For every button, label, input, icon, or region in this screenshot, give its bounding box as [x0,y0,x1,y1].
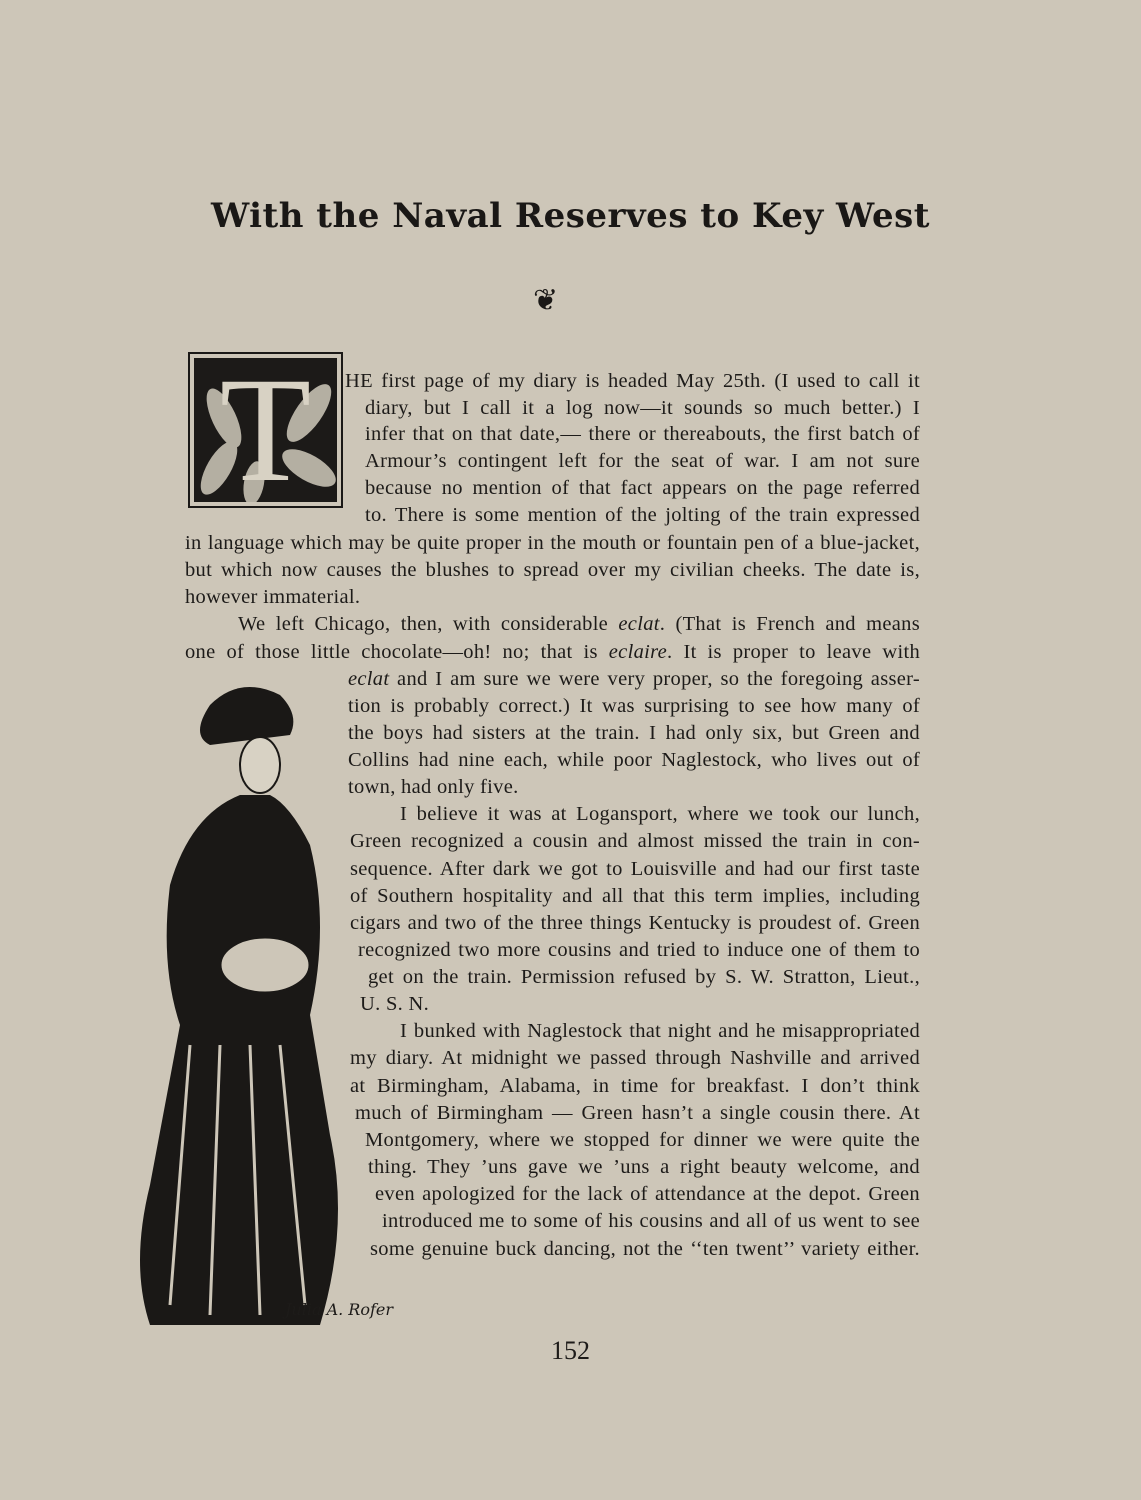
text-segment: my diary. At midnight we passed through Nashville and arrived [350,1047,920,1069]
text-line [350,1046,920,1070]
text-segment: HE first page of my diary is headed May 25th. (I used to call it [345,370,920,392]
text-line [365,1128,920,1152]
text-segment: much of Birmingham — Green hasn’t a single cousin there. At [355,1102,920,1124]
text-line [400,1019,920,1043]
text-segment: Collins had nine each, while poor Naglestock, who lives out of [348,749,920,771]
text-line [348,667,920,691]
text-segment: introduced me to some of his cousins and all of us went to see [382,1210,920,1232]
text-segment: and I am sure we were very proper, so the foregoing asser- [389,668,920,690]
text-line [348,748,920,772]
text-segment: We left Chicago, then, with considerable [238,613,619,635]
page-number: 152 [551,1336,590,1365]
text-segment: the boys had sisters at the train. I had only six, but Green and [348,722,920,744]
italic-term: eclaire [608,641,668,663]
text-line [185,558,920,582]
text-segment: thing. They ’uns gave we ’uns a right beauty welcome, and [368,1156,920,1178]
text-line [348,721,920,745]
text-segment: I believe it was at Logansport, where we took our lunch, [400,803,920,825]
text-line [185,585,360,609]
text-line [370,1237,920,1261]
text-line [360,992,429,1016]
text-line [185,531,920,555]
text-segment: sequence. After dark we got to Louisville and had our first taste [350,858,920,880]
text-segment: diary, but I call it a log now—it sounds so much better.) I [365,397,920,419]
text-line [365,449,920,473]
text-line [350,1074,920,1098]
text-line [355,1101,920,1125]
woman-illustration [90,665,360,1345]
text-segment: to. There is some mention of the jolting of the train expressed [365,504,920,526]
italic-term: eclat [348,668,390,690]
text-line [185,640,920,664]
text-segment: in language which may be quite proper in the mouth or fountain pen of a blue-jacket, [185,532,920,554]
text-line [365,476,920,500]
text-segment: at Birmingham, Alabama, in time for breakfast. I don’t think [350,1075,920,1097]
text-segment: Green recognized a cousin and almost missed the train in con- [350,830,920,852]
text-segment: recognized two more cousins and tried to induce one of them to [358,939,920,961]
text-segment: I bunked with Naglestock that night and he misappropriated [400,1020,920,1042]
text-line [358,938,920,962]
text-segment: tion is probably correct.) It was surprising to see how many of [348,695,920,717]
drop-cap-letter: T [219,358,312,502]
text-segment: one of those little chocolate—oh! no; that is [185,641,609,663]
text-segment: town, had only five. [348,776,519,798]
text-segment: Montgomery, where we stopped for dinner we were quite the [365,1129,920,1151]
text-segment: some genuine buck dancing, not the ‘‘ten twent’’ variety either. [370,1238,920,1260]
text-line [382,1209,920,1233]
fleuron-ornament-icon: ❦ [533,284,559,317]
text-segment: . (That is French and means [659,613,921,635]
page-title: With the Naval Reserves to Key West [211,196,930,236]
text-line [365,503,920,527]
text-segment: cigars and two of the three things Kentucky is proudest of. Green [350,912,920,934]
text-segment: infer that on that date,— there or thereabouts, the first batch of [365,423,920,445]
drop-cap-initial [188,352,343,508]
text-line [375,1182,920,1206]
text-line [348,694,920,718]
text-segment: . It is proper to leave with [667,641,921,663]
text-segment: U. S. N. [360,993,430,1015]
text-line [350,884,920,908]
italic-term: eclat [618,613,660,635]
text-line [400,802,920,826]
text-line [345,369,920,393]
text-line [368,1155,920,1179]
text-line [348,775,519,799]
text-segment: even apologized for the lack of attendance at the depot. Green [375,1183,920,1205]
text-line [365,396,920,420]
text-segment: because no mention of that fact appears on the page referred [365,477,920,499]
text-line [350,857,920,881]
text-line [365,422,920,446]
text-segment: but which now causes the blushes to spread over my civilian cheeks. The date is, [185,559,920,581]
text-line [350,829,920,853]
text-segment: Armour’s contingent left for the seat of war. I am not sure [365,450,920,472]
artist-signature: Julia A. Rofer [285,1300,394,1319]
text-line [238,612,920,636]
text-line [368,965,920,989]
text-segment: of Southern hospitality and all that this term implies, including [350,885,920,907]
text-line [350,911,920,935]
text-segment: get on the train. Permission refused by S. W. Stratton, Lieut., [368,966,920,988]
text-segment: however immaterial. [185,586,361,608]
